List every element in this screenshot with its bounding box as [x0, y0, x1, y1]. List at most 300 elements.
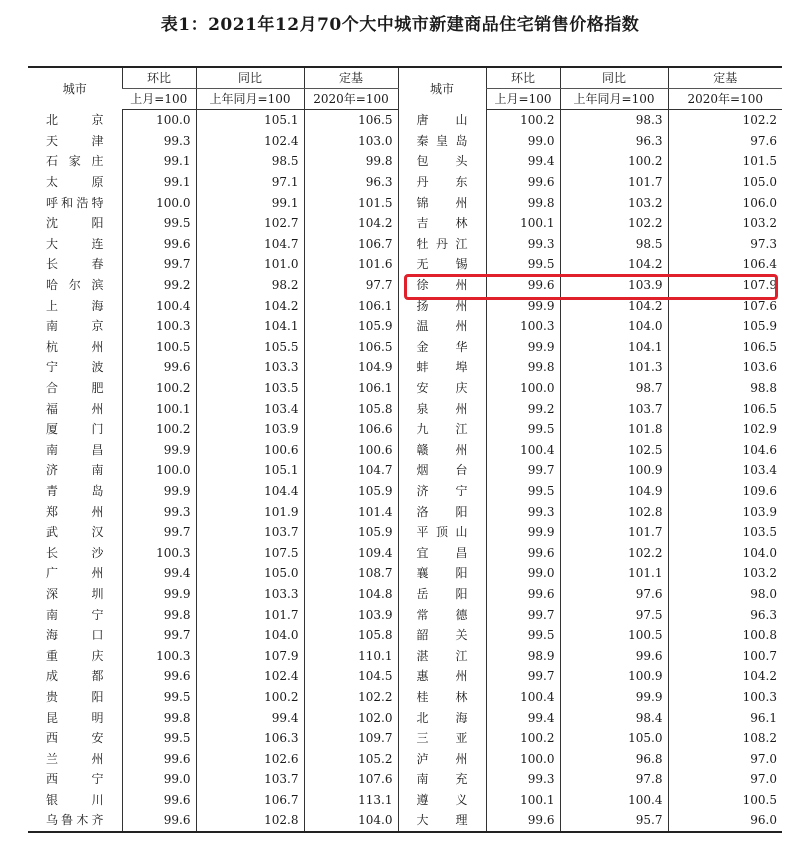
mom-cell: 99.5 — [122, 728, 196, 749]
city-cell: 九 江 — [398, 419, 486, 440]
mom-cell: 99.6 — [122, 357, 196, 378]
yoy-cell: 100.2 — [560, 151, 668, 172]
mom-cell: 99.8 — [486, 192, 560, 213]
base-cell: 97.3 — [668, 234, 782, 255]
subheader-mom-right: 上月=100 — [486, 89, 560, 110]
base-cell: 97.7 — [304, 275, 398, 296]
city-cell: 包 头 — [398, 151, 486, 172]
base-cell: 108.2 — [668, 728, 782, 749]
base-cell: 106.1 — [304, 295, 398, 316]
city-cell: 西 安 — [46, 731, 104, 746]
mom-cell: 100.4 — [486, 440, 560, 461]
yoy-cell: 102.4 — [196, 666, 304, 687]
base-cell: 108.7 — [304, 563, 398, 584]
city-cell: 洛 阳 — [398, 501, 486, 522]
city-cell: 北 海 — [398, 707, 486, 728]
yoy-cell: 104.2 — [560, 295, 668, 316]
yoy-cell: 99.6 — [560, 645, 668, 666]
mom-cell: 100.0 — [486, 748, 560, 769]
mom-cell: 99.0 — [486, 563, 560, 584]
yoy-cell: 103.7 — [196, 769, 304, 790]
mom-cell: 99.9 — [486, 295, 560, 316]
base-cell: 100.6 — [304, 440, 398, 461]
base-cell: 103.9 — [304, 604, 398, 625]
city-cell: 广 州 — [46, 566, 104, 581]
city-cell: 岳 阳 — [398, 584, 486, 605]
base-cell: 101.6 — [304, 254, 398, 275]
city-cell: 哈尔滨 — [46, 278, 104, 293]
yoy-cell: 101.7 — [560, 172, 668, 193]
mom-cell: 99.6 — [486, 810, 560, 832]
mom-cell: 100.0 — [122, 192, 196, 213]
base-cell: 96.1 — [668, 707, 782, 728]
mom-cell: 99.5 — [122, 687, 196, 708]
yoy-cell: 97.1 — [196, 172, 304, 193]
city-cell: 扬 州 — [398, 295, 486, 316]
base-cell: 104.0 — [304, 810, 398, 832]
base-cell: 104.8 — [304, 584, 398, 605]
yoy-cell: 107.9 — [196, 645, 304, 666]
mom-cell: 99.2 — [486, 398, 560, 419]
mom-cell: 100.2 — [486, 110, 560, 131]
city-cell: 丹 东 — [398, 172, 486, 193]
city-cell: 泉 州 — [398, 398, 486, 419]
yoy-cell: 105.1 — [196, 460, 304, 481]
yoy-cell: 98.3 — [560, 110, 668, 131]
yoy-cell: 102.2 — [560, 213, 668, 234]
yoy-cell: 104.4 — [196, 481, 304, 502]
base-cell: 104.7 — [304, 460, 398, 481]
table-row — [28, 584, 782, 605]
city-cell: 锦 州 — [398, 192, 486, 213]
base-cell: 98.8 — [668, 378, 782, 399]
yoy-cell: 99.4 — [196, 707, 304, 728]
city-cell: 沈 阳 — [46, 216, 104, 231]
mom-cell: 100.3 — [122, 645, 196, 666]
base-cell: 105.9 — [668, 316, 782, 337]
yoy-cell: 103.3 — [196, 357, 304, 378]
mom-cell: 100.2 — [122, 419, 196, 440]
table-row — [28, 234, 782, 255]
mom-cell: 100.5 — [122, 337, 196, 358]
mom-cell: 99.3 — [122, 501, 196, 522]
base-cell: 104.6 — [668, 440, 782, 461]
table-row — [28, 151, 782, 172]
yoy-cell: 102.8 — [560, 501, 668, 522]
mom-cell: 99.0 — [486, 131, 560, 152]
table-row — [28, 357, 782, 378]
mom-cell: 99.7 — [122, 254, 196, 275]
mom-cell: 99.5 — [486, 625, 560, 646]
table-row — [28, 563, 782, 584]
base-cell: 102.9 — [668, 419, 782, 440]
city-cell: 太 原 — [46, 175, 104, 190]
city-cell: 桂 林 — [398, 687, 486, 708]
header-base-left: 定基 — [304, 67, 398, 89]
yoy-cell: 104.9 — [560, 481, 668, 502]
yoy-cell: 100.5 — [560, 625, 668, 646]
subheader-yoy-left: 上年同月=100 — [196, 89, 304, 110]
table-row — [28, 131, 782, 152]
city-cell: 蚌 埠 — [398, 357, 486, 378]
yoy-cell: 104.2 — [196, 295, 304, 316]
yoy-cell: 103.3 — [196, 584, 304, 605]
mom-cell: 100.3 — [486, 316, 560, 337]
table-row — [28, 748, 782, 769]
city-cell: 常 德 — [398, 604, 486, 625]
mom-cell: 99.3 — [486, 769, 560, 790]
mom-cell: 99.6 — [122, 234, 196, 255]
base-cell: 107.9 — [668, 275, 782, 296]
base-cell: 104.2 — [668, 666, 782, 687]
city-cell: 宜 昌 — [398, 542, 486, 563]
base-cell: 103.5 — [668, 522, 782, 543]
city-cell: 福 州 — [46, 401, 104, 416]
city-cell: 北 京 — [46, 113, 104, 128]
mom-cell: 100.2 — [122, 378, 196, 399]
base-cell: 105.9 — [304, 481, 398, 502]
table-row — [28, 378, 782, 399]
yoy-cell: 100.9 — [560, 666, 668, 687]
base-cell: 96.0 — [668, 810, 782, 832]
base-cell: 100.8 — [668, 625, 782, 646]
base-cell: 97.6 — [668, 131, 782, 152]
base-cell: 102.2 — [304, 687, 398, 708]
yoy-cell: 106.3 — [196, 728, 304, 749]
yoy-cell: 103.7 — [196, 522, 304, 543]
yoy-cell: 103.5 — [196, 378, 304, 399]
yoy-cell: 95.7 — [560, 810, 668, 832]
base-cell: 105.2 — [304, 748, 398, 769]
mom-cell: 99.6 — [122, 666, 196, 687]
header-mom-left: 环比 — [122, 67, 196, 89]
mom-cell: 99.9 — [122, 440, 196, 461]
mom-cell: 99.6 — [122, 748, 196, 769]
yoy-cell: 100.4 — [560, 790, 668, 811]
mom-cell: 99.6 — [486, 542, 560, 563]
base-cell: 106.0 — [668, 192, 782, 213]
mom-cell: 99.7 — [486, 460, 560, 481]
mom-cell: 99.1 — [122, 172, 196, 193]
yoy-cell: 103.2 — [560, 192, 668, 213]
subheader-mom-left: 上月=100 — [122, 89, 196, 110]
mom-cell: 99.6 — [122, 810, 196, 832]
header-city-left: 城市 — [28, 67, 122, 110]
mom-cell: 100.1 — [486, 213, 560, 234]
base-cell: 113.1 — [304, 790, 398, 811]
city-cell: 海 口 — [46, 628, 104, 643]
base-cell: 102.0 — [304, 707, 398, 728]
city-cell: 青 岛 — [46, 483, 104, 498]
yoy-cell: 101.9 — [196, 501, 304, 522]
mom-cell: 99.9 — [486, 337, 560, 358]
table-row — [28, 604, 782, 625]
yoy-cell: 104.1 — [560, 337, 668, 358]
mom-cell: 99.5 — [486, 254, 560, 275]
base-cell: 96.3 — [304, 172, 398, 193]
yoy-cell: 105.0 — [196, 563, 304, 584]
base-cell: 105.9 — [304, 316, 398, 337]
yoy-cell: 101.8 — [560, 419, 668, 440]
city-cell: 宁 波 — [46, 360, 104, 375]
yoy-cell: 98.4 — [560, 707, 668, 728]
mom-cell: 100.1 — [122, 398, 196, 419]
city-cell: 金 华 — [398, 337, 486, 358]
yoy-cell: 102.4 — [196, 131, 304, 152]
yoy-cell: 103.9 — [196, 419, 304, 440]
mom-cell: 100.4 — [486, 687, 560, 708]
yoy-cell: 100.2 — [196, 687, 304, 708]
mom-cell: 99.2 — [122, 275, 196, 296]
city-cell: 天 津 — [46, 133, 104, 148]
yoy-cell: 98.2 — [196, 275, 304, 296]
yoy-cell: 104.0 — [560, 316, 668, 337]
yoy-cell: 105.1 — [196, 110, 304, 131]
yoy-cell: 102.5 — [560, 440, 668, 461]
mom-cell: 99.3 — [486, 501, 560, 522]
table-row — [28, 790, 782, 811]
mom-cell: 99.6 — [486, 172, 560, 193]
yoy-cell: 101.3 — [560, 357, 668, 378]
base-cell: 98.0 — [668, 584, 782, 605]
base-cell: 107.6 — [668, 295, 782, 316]
mom-cell: 100.3 — [122, 316, 196, 337]
yoy-cell: 104.2 — [560, 254, 668, 275]
table-row — [28, 275, 782, 296]
mom-cell: 99.7 — [122, 625, 196, 646]
city-cell: 石家庄 — [46, 154, 104, 169]
mom-cell: 99.3 — [122, 131, 196, 152]
yoy-cell: 103.7 — [560, 398, 668, 419]
table-row — [28, 481, 782, 502]
yoy-cell: 98.5 — [560, 234, 668, 255]
city-cell: 唐 山 — [398, 110, 486, 131]
base-cell: 104.0 — [668, 542, 782, 563]
city-cell: 赣 州 — [398, 440, 486, 461]
table-row — [28, 460, 782, 481]
table-row — [28, 295, 782, 316]
mom-cell: 99.4 — [486, 707, 560, 728]
header-mom-right: 环比 — [486, 67, 560, 89]
base-cell: 109.7 — [304, 728, 398, 749]
base-cell: 103.2 — [668, 563, 782, 584]
table-row — [28, 810, 782, 832]
base-cell: 99.8 — [304, 151, 398, 172]
yoy-cell: 101.1 — [560, 563, 668, 584]
base-cell: 100.5 — [668, 790, 782, 811]
table-row — [28, 769, 782, 790]
subheader-base-right: 2020年=100 — [668, 89, 782, 110]
yoy-cell: 105.0 — [560, 728, 668, 749]
base-cell: 106.5 — [668, 398, 782, 419]
mom-cell: 99.6 — [486, 584, 560, 605]
city-cell: 兰 州 — [46, 751, 104, 766]
base-cell: 105.8 — [304, 398, 398, 419]
city-cell: 三 亚 — [398, 728, 486, 749]
city-cell: 昆 明 — [46, 710, 104, 725]
yoy-cell: 102.2 — [560, 542, 668, 563]
city-cell: 长 春 — [46, 257, 104, 272]
table-row — [28, 398, 782, 419]
base-cell: 104.5 — [304, 666, 398, 687]
city-cell: 南 京 — [46, 319, 104, 334]
mom-cell: 99.5 — [486, 419, 560, 440]
city-cell: 济 宁 — [398, 481, 486, 502]
yoy-cell: 101.0 — [196, 254, 304, 275]
table-row — [28, 728, 782, 749]
table-row — [28, 666, 782, 687]
yoy-cell: 102.8 — [196, 810, 304, 832]
mom-cell: 99.6 — [122, 790, 196, 811]
table-row — [28, 440, 782, 461]
price-index-table — [28, 66, 782, 833]
city-cell: 南 充 — [398, 769, 486, 790]
base-cell: 107.6 — [304, 769, 398, 790]
mom-cell: 99.9 — [122, 584, 196, 605]
city-cell: 韶 关 — [398, 625, 486, 646]
city-cell: 乌鲁木齐 — [28, 810, 122, 832]
mom-cell: 99.5 — [122, 213, 196, 234]
base-cell: 97.0 — [668, 748, 782, 769]
city-cell: 泸 州 — [398, 748, 486, 769]
table-row — [28, 192, 782, 213]
yoy-cell: 99.9 — [560, 687, 668, 708]
base-cell: 101.5 — [668, 151, 782, 172]
base-cell: 106.7 — [304, 234, 398, 255]
city-cell: 无 锡 — [398, 254, 486, 275]
table-row — [28, 337, 782, 358]
mom-cell: 99.4 — [122, 563, 196, 584]
yoy-cell: 104.7 — [196, 234, 304, 255]
mom-cell: 100.3 — [122, 542, 196, 563]
city-cell: 西 宁 — [46, 772, 104, 787]
city-cell: 襄 阳 — [398, 563, 486, 584]
city-cell: 湛 江 — [398, 645, 486, 666]
city-cell: 武 汉 — [46, 525, 104, 540]
city-cell: 大 理 — [398, 810, 486, 832]
table-row — [28, 645, 782, 666]
yoy-cell: 102.7 — [196, 213, 304, 234]
city-cell: 吉 林 — [398, 213, 486, 234]
table-body — [28, 110, 782, 832]
yoy-cell: 103.4 — [196, 398, 304, 419]
table-row — [28, 625, 782, 646]
city-cell: 上 海 — [46, 298, 104, 313]
mom-cell: 100.0 — [122, 460, 196, 481]
city-cell: 重 庆 — [46, 648, 104, 663]
table-row — [28, 213, 782, 234]
mom-cell: 100.0 — [122, 110, 196, 131]
base-cell: 106.1 — [304, 378, 398, 399]
city-cell: 成 都 — [46, 669, 104, 684]
base-cell: 103.4 — [668, 460, 782, 481]
mom-cell: 99.3 — [486, 234, 560, 255]
base-cell: 106.5 — [668, 337, 782, 358]
base-cell: 106.5 — [304, 337, 398, 358]
mom-cell: 98.9 — [486, 645, 560, 666]
yoy-cell: 100.6 — [196, 440, 304, 461]
mom-cell: 99.4 — [486, 151, 560, 172]
yoy-cell: 104.1 — [196, 316, 304, 337]
yoy-cell: 97.6 — [560, 584, 668, 605]
yoy-cell: 101.7 — [196, 604, 304, 625]
yoy-cell: 101.7 — [560, 522, 668, 543]
yoy-cell: 96.8 — [560, 748, 668, 769]
base-cell: 103.9 — [668, 501, 782, 522]
table-row — [28, 501, 782, 522]
yoy-cell: 100.9 — [560, 460, 668, 481]
table-row — [28, 172, 782, 193]
base-cell: 106.5 — [304, 110, 398, 131]
table-title: 表1：2021年12月70个大中城市新建商品住宅销售价格指数 — [160, 15, 640, 35]
city-cell: 秦皇岛 — [398, 131, 486, 152]
base-cell: 100.3 — [668, 687, 782, 708]
city-cell: 南 宁 — [46, 607, 104, 622]
header-city-right: 城市 — [398, 67, 486, 110]
city-cell: 深 圳 — [46, 586, 104, 601]
table-row — [28, 316, 782, 337]
city-cell: 温 州 — [398, 316, 486, 337]
city-cell: 牡丹江 — [398, 234, 486, 255]
base-cell: 102.2 — [668, 110, 782, 131]
table-row — [28, 522, 782, 543]
mom-cell: 99.6 — [486, 275, 560, 296]
city-cell: 杭 州 — [46, 339, 104, 354]
mom-cell: 100.4 — [122, 295, 196, 316]
city-cell: 贵 阳 — [46, 689, 104, 704]
table-row — [28, 254, 782, 275]
mom-cell: 99.5 — [486, 481, 560, 502]
yoy-cell: 98.7 — [560, 378, 668, 399]
base-cell: 110.1 — [304, 645, 398, 666]
yoy-cell: 107.5 — [196, 542, 304, 563]
yoy-cell: 103.9 — [560, 275, 668, 296]
mom-cell: 99.7 — [122, 522, 196, 543]
city-cell: 银 川 — [46, 792, 104, 807]
yoy-cell: 106.7 — [196, 790, 304, 811]
base-cell: 100.7 — [668, 645, 782, 666]
header-yoy-left: 同比 — [196, 67, 304, 89]
base-cell: 103.6 — [668, 357, 782, 378]
yoy-cell: 98.5 — [196, 151, 304, 172]
city-cell: 长 沙 — [46, 545, 104, 560]
city-cell: 惠 州 — [398, 666, 486, 687]
mom-cell: 99.8 — [122, 604, 196, 625]
base-cell: 101.4 — [304, 501, 398, 522]
mom-cell: 99.1 — [122, 151, 196, 172]
base-cell: 105.0 — [668, 172, 782, 193]
base-cell: 105.8 — [304, 625, 398, 646]
mom-cell: 100.2 — [486, 728, 560, 749]
base-cell: 96.3 — [668, 604, 782, 625]
mom-cell: 99.7 — [486, 604, 560, 625]
subheader-yoy-right: 上年同月=100 — [560, 89, 668, 110]
mom-cell: 99.0 — [122, 769, 196, 790]
base-cell: 106.4 — [668, 254, 782, 275]
base-cell: 109.6 — [668, 481, 782, 502]
table-row — [28, 110, 782, 131]
city-cell: 合 肥 — [46, 381, 104, 396]
base-cell: 105.9 — [304, 522, 398, 543]
city-cell: 大 连 — [46, 236, 104, 251]
city-cell: 遵 义 — [398, 790, 486, 811]
table-row — [28, 707, 782, 728]
table-row — [28, 419, 782, 440]
subheader-base-left: 2020年=100 — [304, 89, 398, 110]
header-base-right: 定基 — [668, 67, 782, 89]
table-row — [28, 687, 782, 708]
mom-cell: 99.7 — [486, 666, 560, 687]
